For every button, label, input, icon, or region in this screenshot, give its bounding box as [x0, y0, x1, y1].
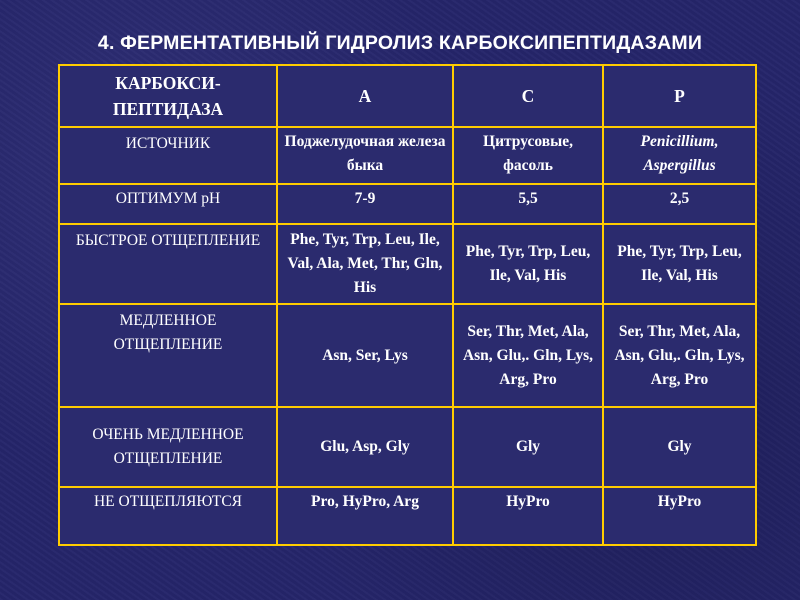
cell-very-slow-cleavage-p: Gly — [603, 407, 756, 487]
cell-source-c: Цитрусовые, фасоль — [453, 127, 603, 184]
cell-fast-cleavage-p: Phe, Tyr, Trp, Leu, Ile, Val, His — [603, 224, 756, 304]
cell-optimum-ph-p: 2,5 — [603, 184, 756, 224]
row-label-slow-cleavage: МЕДЛЕННОЕ ОТЩЕПЛЕНИЕ — [59, 304, 277, 407]
table-row-not-cleaved — [59, 487, 756, 545]
row-label-source: ИСТОЧНИК — [59, 127, 277, 184]
row-label-not-cleaved: НЕ ОТЩЕПЛЯЮТСЯ — [59, 487, 277, 545]
enzyme-table — [58, 64, 757, 546]
table-row-source — [59, 127, 756, 184]
table-row-very-slow-cleavage — [59, 407, 756, 487]
cell-optimum-ph-a: 7-9 — [277, 184, 453, 224]
header-column-c: С — [453, 65, 603, 127]
cell-slow-cleavage-p: Ser, Thr, Met, Ala, Asn, Glu,. Gln, Lys, Arg, Pro — [603, 304, 756, 407]
table-row-fast-cleavage — [59, 224, 756, 304]
cell-not-cleaved-p: HyPro — [603, 487, 756, 545]
row-label-very-slow-cleavage: ОЧЕНЬ МЕДЛЕННОЕ ОТЩЕПЛЕНИЕ — [59, 407, 277, 487]
cell-slow-cleavage-a: Asn, Ser, Lys — [277, 304, 453, 407]
row-label-optimum-ph: ОПТИМУМ pH — [59, 184, 277, 224]
table-row-slow-cleavage — [59, 304, 756, 407]
cell-not-cleaved-c: HyPro — [453, 487, 603, 545]
cell-source-p: Penicillium, Aspergillus — [603, 127, 756, 184]
slide-title: 4. ФЕРМЕНТАТИВНЫЙ ГИДРОЛИЗ КАРБОКСИПЕПТИДАЗАМИ — [97, 32, 703, 54]
table-header-row — [59, 65, 756, 127]
header-column-a: А — [277, 65, 453, 127]
cell-slow-cleavage-c: Ser, Thr, Met, Ala, Asn, Glu,. Gln, Lys, Arg, Pro — [453, 304, 603, 407]
cell-fast-cleavage-a: Phe, Tyr, Trp, Leu, Ile, Val, Ala, Met, Thr, Gln, His — [277, 224, 453, 304]
row-label-fast-cleavage: БЫСТРОЕ ОТЩЕПЛЕНИЕ — [59, 224, 277, 304]
cell-not-cleaved-a: Pro, HyPro, Arg — [277, 487, 453, 545]
cell-very-slow-cleavage-a: Glu, Asp, Gly — [277, 407, 453, 487]
header-label-carboxypeptidase: КАРБОКСИ-ПЕПТИДАЗА — [59, 65, 277, 127]
table-row-optimum-ph — [59, 184, 756, 224]
cell-fast-cleavage-c: Phe, Tyr, Trp, Leu, Ile, Val, His — [453, 224, 603, 304]
cell-optimum-ph-c: 5,5 — [453, 184, 603, 224]
header-column-p: Р — [603, 65, 756, 127]
cell-source-a: Поджелудочная железа быка — [277, 127, 453, 184]
cell-very-slow-cleavage-c: Gly — [453, 407, 603, 487]
